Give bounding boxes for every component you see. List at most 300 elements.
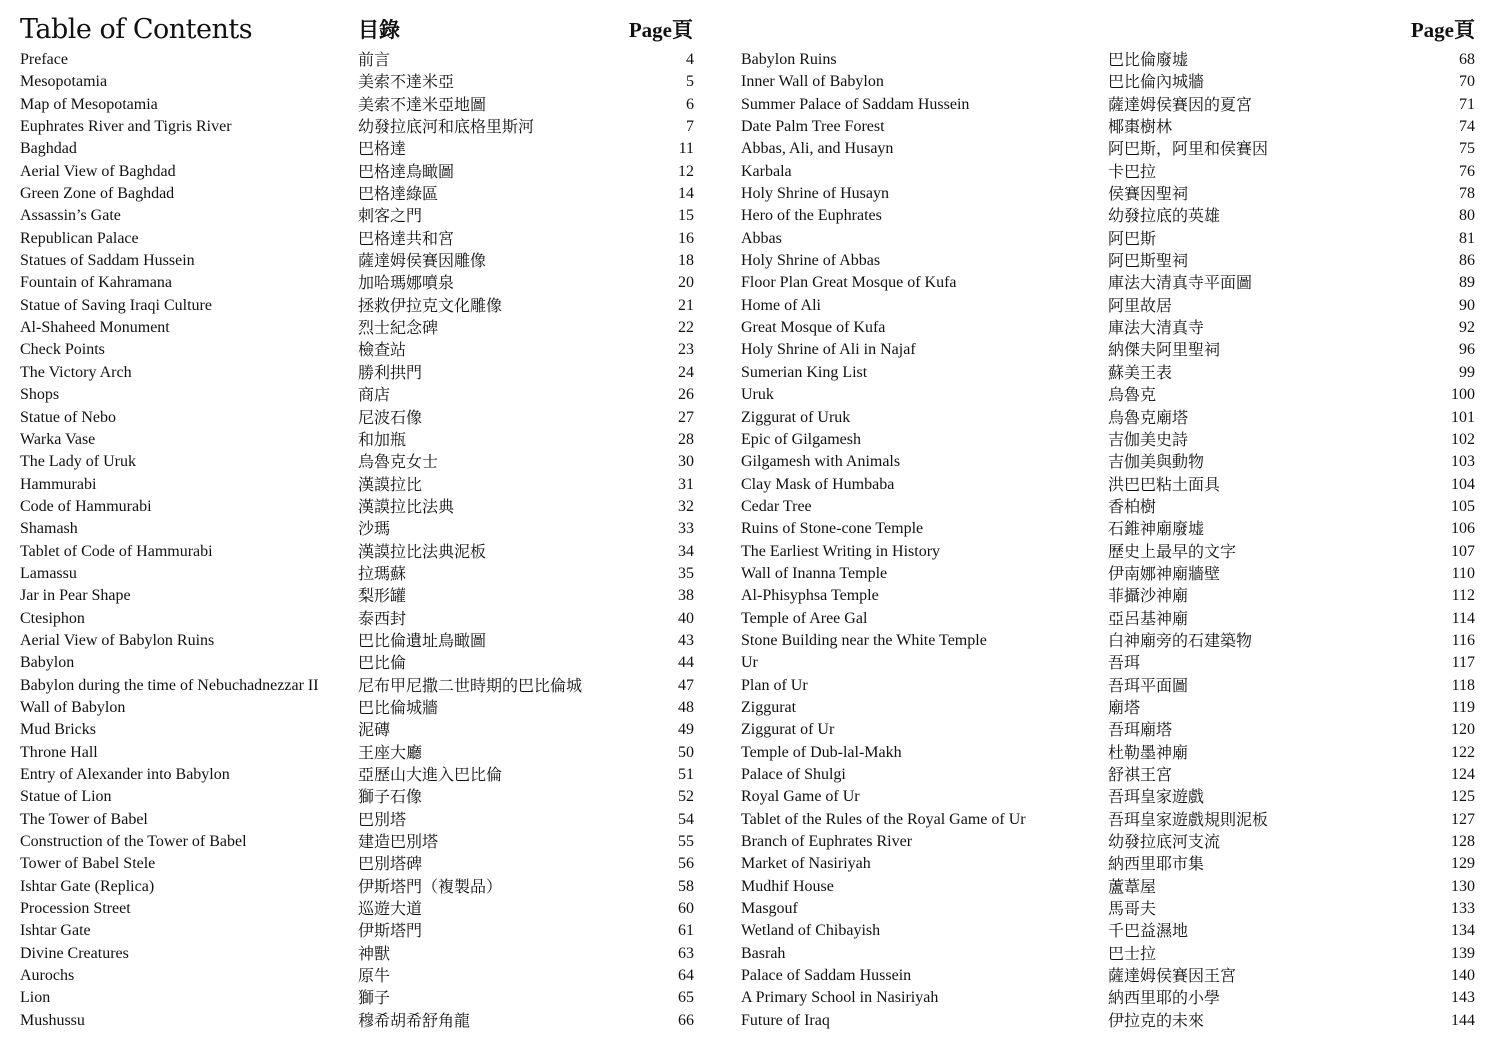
entry-page-number: 133: [1451, 900, 1475, 918]
toc-entry[interactable]: [20, 518, 694, 540]
entry-page-number: 143: [1451, 989, 1475, 1007]
entry-title-english: Mudhif House: [741, 877, 834, 895]
entry-page-number: 23: [678, 341, 694, 359]
entry-title-english: Floor Plan Great Mosque of Kufa: [741, 274, 957, 292]
entry-title-chinese: 巴比倫內城牆: [1108, 72, 1205, 92]
toc-entry[interactable]: [20, 183, 694, 205]
entry-title-english: Sumerian King List: [741, 363, 868, 381]
toc-entry[interactable]: [741, 541, 1475, 563]
entry-title-chinese: 侯賽因聖祠: [1108, 184, 1189, 204]
toc-entry[interactable]: [20, 250, 694, 272]
toc-entry[interactable]: [741, 407, 1475, 429]
toc-entry[interactable]: [741, 228, 1475, 250]
entry-page-number: 104: [1451, 475, 1475, 493]
entry-page-number: 103: [1451, 453, 1475, 471]
entry-page-number: 86: [1459, 252, 1475, 270]
entry-title-english: Tower of Babel Stele: [20, 855, 156, 873]
entry-page-number: 107: [1451, 542, 1475, 560]
entry-page-number: 35: [678, 564, 694, 582]
entry-title-chinese: 納傑夫阿里聖祠: [1108, 340, 1221, 360]
toc-entry[interactable]: [20, 630, 694, 652]
entry-title-chinese: 蘆葦屋: [1108, 876, 1157, 896]
toc-entry[interactable]: [20, 965, 694, 987]
entry-page-number: 11: [678, 140, 694, 158]
entry-page-number: 54: [678, 810, 694, 828]
entry-title-english: Fountain of Kahramana: [20, 274, 172, 292]
entry-title-english: Stone Building near the White Temple: [741, 631, 987, 649]
entry-title-chinese: 烈士紀念碑: [358, 318, 439, 338]
entry-page-number: 40: [678, 609, 694, 627]
toc-entry[interactable]: [741, 652, 1475, 674]
entry-page-number: 128: [1451, 833, 1475, 851]
entry-page-number: 101: [1451, 408, 1475, 426]
entry-title-chinese: 香柏樹: [1108, 496, 1157, 516]
toc-entry[interactable]: [741, 429, 1475, 451]
entry-page-number: 44: [678, 654, 694, 672]
toc-entry[interactable]: [20, 71, 694, 93]
page-column-label-left: Page頁: [628, 18, 693, 42]
entry-page-number: 105: [1451, 497, 1475, 515]
toc-entry[interactable]: [20, 228, 694, 250]
entry-title-chinese: 歷史上最早的文字: [1108, 541, 1237, 561]
entry-title-english: Inner Wall of Babylon: [741, 73, 884, 91]
entry-page-number: 47: [678, 676, 694, 694]
entry-title-english: Masgouf: [741, 900, 798, 918]
entry-title-chinese: 庫法大清真寺平面圖: [1108, 273, 1253, 293]
toc-entry[interactable]: [20, 563, 694, 585]
entry-page-number: 75: [1459, 140, 1475, 158]
entry-title-chinese: 吾珥廟塔: [1108, 720, 1173, 740]
entry-page-number: 33: [678, 520, 694, 538]
entry-title-chinese: 吉伽美史詩: [1108, 429, 1189, 449]
entry-page-number: 125: [1451, 788, 1475, 806]
entry-title-chinese: 杜勒墨神廟: [1108, 742, 1189, 762]
entry-title-english: Temple of Dub-lal-Makh: [741, 743, 902, 761]
entry-title-chinese: 幼發拉底河和底格里斯河: [358, 117, 535, 137]
entry-title-english: The Lady of Uruk: [20, 453, 136, 471]
toc-entry[interactable]: [741, 474, 1475, 496]
entry-title-chinese: 白神廟旁的石建築物: [1108, 630, 1253, 650]
entry-title-english: The Earliest Writing in History: [741, 542, 941, 560]
entry-title-chinese: 神獸: [358, 943, 391, 963]
entry-title-chinese: 伊斯塔門（複製品）: [358, 876, 503, 896]
entry-title-english: Cedar Tree: [741, 497, 812, 515]
entry-title-english: Summer Palace of Saddam Hussein: [741, 95, 970, 113]
toc-entry[interactable]: [741, 71, 1475, 93]
toc-entry[interactable]: [741, 339, 1475, 361]
entry-title-english: Shops: [20, 386, 60, 404]
toc-entry[interactable]: [741, 384, 1475, 406]
toc-entry[interactable]: [20, 764, 694, 786]
entry-title-chinese: 洪巴巴粘土面具: [1108, 474, 1221, 494]
toc-entry[interactable]: [741, 250, 1475, 272]
entry-title-english: Palace of Saddam Hussein: [741, 967, 912, 985]
toc-entry[interactable]: [20, 407, 694, 429]
entry-title-english: Mushussu: [20, 1011, 85, 1029]
entry-title-chinese: 蘇美王表: [1108, 362, 1173, 382]
entry-title-chinese: 阿巴斯: [1108, 228, 1157, 248]
entry-page-number: 15: [678, 207, 694, 225]
entry-title-english: Construction of the Tower of Babel: [20, 833, 247, 851]
entry-page-number: 71: [1459, 95, 1475, 113]
entry-title-english: Lion: [20, 989, 51, 1007]
entry-title-english: Great Mosque of Kufa: [741, 319, 886, 337]
entry-title-english: The Victory Arch: [20, 363, 132, 381]
toc-entry[interactable]: [20, 138, 694, 160]
entry-title-chinese: 勝利拱門: [358, 362, 423, 382]
entry-page-number: 139: [1451, 944, 1475, 962]
toc-entry[interactable]: [741, 943, 1475, 965]
entry-title-chinese: 漢謨拉比法典: [358, 496, 455, 516]
entry-title-chinese: 納西里耶的小學: [1108, 988, 1221, 1008]
toc-entry[interactable]: [741, 585, 1475, 607]
entry-page-number: 14: [678, 185, 694, 203]
entry-title-english: Clay Mask of Humbaba: [741, 475, 895, 493]
entry-title-chinese: 獅子石像: [358, 787, 423, 807]
entry-title-chinese: 美索不達米亞: [358, 72, 455, 92]
entry-page-number: 140: [1451, 967, 1475, 985]
entry-page-number: 89: [1459, 274, 1475, 292]
entry-title-english: Tablet of Code of Hammurabi: [20, 542, 213, 560]
entry-title-chinese: 巴格達綠區: [358, 184, 439, 204]
entry-title-english: Temple of Aree Gal: [741, 609, 868, 627]
toc-entry[interactable]: [741, 183, 1475, 205]
toc-entry[interactable]: [20, 809, 694, 831]
toc-entry[interactable]: [741, 1010, 1475, 1032]
entry-title-english: Abbas, Ali, and Husayn: [741, 140, 894, 158]
entry-title-english: Wetland of Chibayish: [741, 922, 881, 940]
entry-title-chinese: 吾珥平面圖: [1108, 675, 1189, 695]
entry-title-english: Epic of Gilgamesh: [741, 430, 861, 448]
entry-title-english: Ishtar Gate: [20, 922, 91, 940]
entry-title-english: Assassin’s Gate: [20, 207, 121, 225]
entry-title-english: Hero of the Euphrates: [741, 207, 882, 225]
toc-entry[interactable]: [20, 652, 694, 674]
toc-entry[interactable]: [20, 898, 694, 920]
entry-page-number: 134: [1451, 922, 1475, 940]
entry-title-chinese: 原牛: [358, 966, 391, 986]
toc-entry[interactable]: [20, 384, 694, 406]
toc-entry[interactable]: [20, 675, 694, 697]
entry-page-number: 99: [1459, 363, 1475, 381]
toc-entry[interactable]: [20, 831, 694, 853]
entry-title-english: Mud Bricks: [20, 721, 96, 739]
entry-title-english: Preface: [20, 51, 68, 68]
entry-page-number: 74: [1459, 118, 1475, 136]
entry-page-number: 21: [678, 296, 694, 314]
entry-page-number: 64: [678, 967, 694, 985]
entry-page-number: 129: [1451, 855, 1475, 873]
entry-title-chinese: 前言: [358, 50, 391, 69]
entry-title-english: Map of Mesopotamia: [20, 95, 158, 113]
entry-page-number: 38: [678, 587, 694, 605]
entry-page-number: 18: [678, 252, 694, 270]
toc-entry[interactable]: [741, 898, 1475, 920]
entry-page-number: 76: [1459, 162, 1475, 180]
toc-entry[interactable]: [741, 987, 1475, 1009]
entry-title-english: Al-Shaheed Monument: [20, 319, 170, 337]
toc-entry[interactable]: [20, 116, 694, 138]
toc-entry[interactable]: [20, 742, 694, 764]
toc-entry[interactable]: [741, 518, 1475, 540]
toc-entry[interactable]: [741, 876, 1475, 898]
toc-entry[interactable]: [20, 362, 694, 384]
entry-title-english: Wall of Inanna Temple: [741, 564, 888, 582]
entry-title-chinese: 尼布甲尼撒二世時期的巴比倫城: [358, 675, 583, 695]
entry-title-english: Branch of Euphrates River: [741, 833, 913, 851]
toc-entry[interactable]: [741, 205, 1475, 227]
toc-entry[interactable]: [20, 451, 694, 473]
toc-entry[interactable]: [20, 585, 694, 607]
toc-entry[interactable]: [741, 49, 1475, 71]
toc-entry[interactable]: [20, 719, 694, 741]
entry-title-english: Hammurabi: [20, 475, 97, 493]
entry-title-chinese: 泰西封: [358, 608, 407, 628]
entry-page-number: 61: [678, 922, 694, 940]
entry-title-chinese: 巴格達: [358, 139, 407, 159]
toc-entry[interactable]: [741, 161, 1475, 183]
entry-title-english: Ur: [741, 654, 758, 672]
entry-page-number: 52: [678, 788, 694, 806]
entry-title-english: Babylon Ruins: [741, 51, 837, 68]
entry-title-english: Statues of Saddam Hussein: [20, 252, 195, 270]
entry-title-chinese: 梨形罐: [358, 586, 407, 606]
toc-entry[interactable]: [20, 876, 694, 898]
entry-title-chinese: 馬哥夫: [1108, 899, 1157, 919]
entry-title-english: Procession Street: [20, 900, 131, 918]
toc-entry[interactable]: [741, 965, 1475, 987]
page-title-chinese: 目錄: [358, 18, 400, 42]
toc-entry[interactable]: [20, 541, 694, 563]
entry-page-number: 124: [1451, 766, 1475, 783]
entry-title-chinese: 椰棗樹林: [1108, 117, 1173, 137]
entry-page-number: 49: [678, 721, 694, 739]
entry-page-number: 127: [1451, 810, 1475, 828]
entry-title-english: Baghdad: [20, 140, 77, 158]
entry-title-english: Gilgamesh with Animals: [741, 453, 901, 471]
entry-page-number: 117: [1451, 654, 1475, 672]
entry-title-english: Uruk: [741, 386, 774, 404]
entry-title-chinese: 巴比倫廢墟: [1108, 50, 1189, 69]
entry-title-chinese: 卡巴拉: [1108, 161, 1157, 181]
toc-entry[interactable]: [20, 987, 694, 1009]
entry-title-chinese: 和加瓶: [358, 429, 407, 449]
entry-title-chinese: 薩達姆侯賽因王宮: [1108, 966, 1237, 986]
entry-title-english: Entry of Alexander into Babylon: [20, 766, 230, 783]
toc-entry[interactable]: [741, 563, 1475, 585]
toc-entry[interactable]: [741, 786, 1475, 808]
toc-entry[interactable]: [741, 675, 1475, 697]
entry-page-number: 78: [1459, 185, 1475, 203]
entry-page-number: 144: [1451, 1011, 1475, 1029]
entry-title-english: Throne Hall: [20, 743, 98, 761]
entry-page-number: 27: [678, 408, 694, 426]
toc-entry[interactable]: [20, 317, 694, 339]
toc-entry[interactable]: [741, 295, 1475, 317]
entry-title-chinese: 巴士拉: [1108, 943, 1157, 963]
entry-title-chinese: 尼波石像: [358, 407, 423, 427]
entry-page-number: 68: [1459, 51, 1475, 68]
entry-page-number: 118: [1451, 676, 1475, 694]
entry-title-chinese: 拯救伊拉克文化雕像: [358, 295, 503, 315]
entry-page-number: 56: [678, 855, 694, 873]
entry-title-english: Jar in Pear Shape: [20, 587, 131, 605]
entry-title-chinese: 檢查站: [358, 340, 407, 360]
entry-title-chinese: 亞歷山大進入巴比倫: [358, 765, 503, 784]
entry-page-number: 96: [1459, 341, 1475, 359]
entry-page-number: 81: [1459, 229, 1475, 247]
entry-title-english: Plan of Ur: [741, 676, 808, 694]
entry-title-english: Mesopotamia: [20, 73, 108, 91]
entry-page-number: 60: [678, 900, 694, 918]
entry-title-english: Abbas: [741, 229, 782, 247]
entry-title-chinese: 伊拉克的未來: [1108, 1010, 1205, 1030]
entry-title-english: Ctesiphon: [20, 609, 85, 627]
toc-entry[interactable]: [20, 94, 694, 116]
entry-title-chinese: 巴格達共和宮: [358, 228, 455, 248]
toc-entry[interactable]: [741, 116, 1475, 138]
entry-title-chinese: 阿巴斯，阿里和侯賽因: [1108, 139, 1269, 159]
entry-title-english: Republican Palace: [20, 229, 139, 247]
entry-page-number: 43: [678, 631, 694, 649]
entry-page-number: 32: [678, 497, 694, 515]
entry-title-english: Ziggurat: [741, 698, 797, 716]
entry-title-chinese: 漢謨拉比: [358, 474, 423, 494]
toc-entry[interactable]: [741, 608, 1475, 630]
entry-title-english: The Tower of Babel: [20, 810, 148, 828]
toc-entry[interactable]: [20, 786, 694, 808]
toc-entry[interactable]: [20, 943, 694, 965]
entry-title-chinese: 幼發拉底河支流: [1108, 832, 1221, 852]
entry-title-chinese: 千巴益濕地: [1108, 921, 1189, 941]
entry-title-chinese: 巴格達鳥瞰圖: [358, 161, 455, 181]
entry-page-number: 90: [1459, 296, 1475, 314]
entry-title-english: Royal Game of Ur: [741, 788, 860, 806]
entry-title-chinese: 巡遊大道: [358, 899, 423, 919]
toc-entry[interactable]: [20, 272, 694, 294]
entry-title-english: Statue of Nebo: [20, 408, 116, 426]
toc-entry[interactable]: [20, 429, 694, 451]
toc-entry[interactable]: [741, 719, 1475, 741]
toc-entry[interactable]: [20, 49, 694, 71]
toc-entry[interactable]: [741, 831, 1475, 853]
toc-entry[interactable]: [20, 161, 694, 183]
entry-title-english: Holy Shrine of Ali in Najaf: [741, 341, 916, 359]
entry-title-chinese: 烏魯克廟塔: [1108, 407, 1189, 427]
toc-entry[interactable]: [20, 339, 694, 361]
entry-title-english: Check Points: [20, 341, 105, 359]
entry-title-chinese: 巴別塔: [358, 809, 407, 829]
entry-title-chinese: 美索不達米亞地圖: [358, 94, 487, 114]
entry-page-number: 20: [678, 274, 694, 292]
toc-entry[interactable]: [741, 764, 1475, 786]
entry-title-english: Holy Shrine of Abbas: [741, 252, 881, 270]
toc-entry[interactable]: [741, 496, 1475, 518]
toc-left-column: [20, 49, 694, 1032]
entry-title-english: Wall of Babylon: [20, 698, 126, 716]
entry-page-number: 120: [1451, 721, 1475, 739]
entry-title-english: A Primary School in Nasiriyah: [741, 989, 939, 1007]
entry-title-chinese: 幼發拉底的英雄: [1108, 206, 1221, 226]
entry-title-english: Ziggurat of Ur: [741, 721, 835, 739]
entry-title-chinese: 刺客之門: [358, 206, 423, 226]
toc-entry[interactable]: [741, 362, 1475, 384]
toc-entry[interactable]: [741, 138, 1475, 160]
toc-entry[interactable]: [741, 94, 1475, 116]
entry-title-chinese: 巴比倫: [358, 653, 407, 673]
entry-title-chinese: 吾珥皇家遊戲: [1108, 787, 1205, 807]
toc-entry[interactable]: [741, 451, 1475, 473]
entry-page-number: 28: [678, 430, 694, 448]
toc-entry[interactable]: [741, 697, 1475, 719]
entry-title-english: Ishtar Gate (Replica): [20, 877, 155, 895]
toc-entry[interactable]: [741, 742, 1475, 764]
toc-entry[interactable]: [20, 853, 694, 875]
entry-page-number: 106: [1451, 520, 1475, 538]
toc-entry[interactable]: [20, 1010, 694, 1032]
entry-title-english: Babylon during the time of Nebuchadnezzar II: [20, 676, 319, 694]
entry-page-number: 112: [1451, 587, 1475, 605]
entry-title-chinese: 吾珥: [1108, 653, 1141, 673]
entry-title-english: Lamassu: [20, 564, 77, 582]
toc-entry[interactable]: [20, 920, 694, 942]
toc-entry[interactable]: [741, 920, 1475, 942]
entry-title-chinese: 漢謨拉比法典泥板: [358, 541, 487, 561]
entry-page-number: 116: [1451, 631, 1475, 649]
entry-page-number: 24: [678, 363, 694, 381]
toc-entry[interactable]: [741, 809, 1475, 831]
toc-entry[interactable]: [20, 474, 694, 496]
entry-title-chinese: 吉伽美與動物: [1108, 452, 1205, 472]
toc-right-column: [741, 49, 1475, 1032]
entry-title-chinese: 商店: [358, 385, 391, 405]
entry-title-english: Al-Phisyphsa Temple: [741, 587, 879, 605]
entry-title-chinese: 廟塔: [1108, 697, 1141, 717]
entry-page-number: 70: [1459, 73, 1475, 91]
entry-title-english: Statue of Lion: [20, 788, 112, 806]
entry-title-english: Date Palm Tree Forest: [741, 118, 885, 136]
entry-title-english: Home of Ali: [741, 296, 821, 314]
toc-entry[interactable]: [20, 608, 694, 630]
entry-page-number: 48: [678, 698, 694, 716]
entry-title-english: Karbala: [741, 162, 792, 180]
toc-entry[interactable]: [20, 295, 694, 317]
entry-page-number: 114: [1451, 609, 1475, 627]
entry-title-chinese: 石錐神廟廢墟: [1108, 519, 1205, 539]
toc-entry[interactable]: [741, 630, 1475, 652]
entry-title-english: Palace of Shulgi: [741, 766, 846, 783]
toc-entry[interactable]: [741, 853, 1475, 875]
toc-entry[interactable]: [20, 496, 694, 518]
entry-title-chinese: 阿里故居: [1108, 295, 1173, 315]
entry-title-chinese: 建造巴別塔: [358, 832, 439, 852]
entry-page-number: 51: [678, 766, 694, 783]
toc-entry[interactable]: [20, 205, 694, 227]
entry-title-chinese: 庫法大清真寺: [1108, 318, 1205, 338]
toc-entry[interactable]: [741, 272, 1475, 294]
entry-title-english: Aerial View of Babylon Ruins: [20, 631, 215, 649]
entry-title-english: Aerial View of Baghdad: [20, 162, 176, 180]
entry-page-number: 50: [678, 743, 694, 761]
toc-entry[interactable]: [20, 697, 694, 719]
entry-page-number: 80: [1459, 207, 1475, 225]
entry-page-number: 130: [1451, 877, 1475, 895]
entry-page-number: 66: [678, 1011, 694, 1029]
entry-title-english: Statue of Saving Iraqi Culture: [20, 296, 212, 314]
entry-title-english: Warka Vase: [20, 430, 96, 448]
toc-entry[interactable]: [741, 317, 1475, 339]
entry-page-number: 31: [678, 475, 694, 493]
